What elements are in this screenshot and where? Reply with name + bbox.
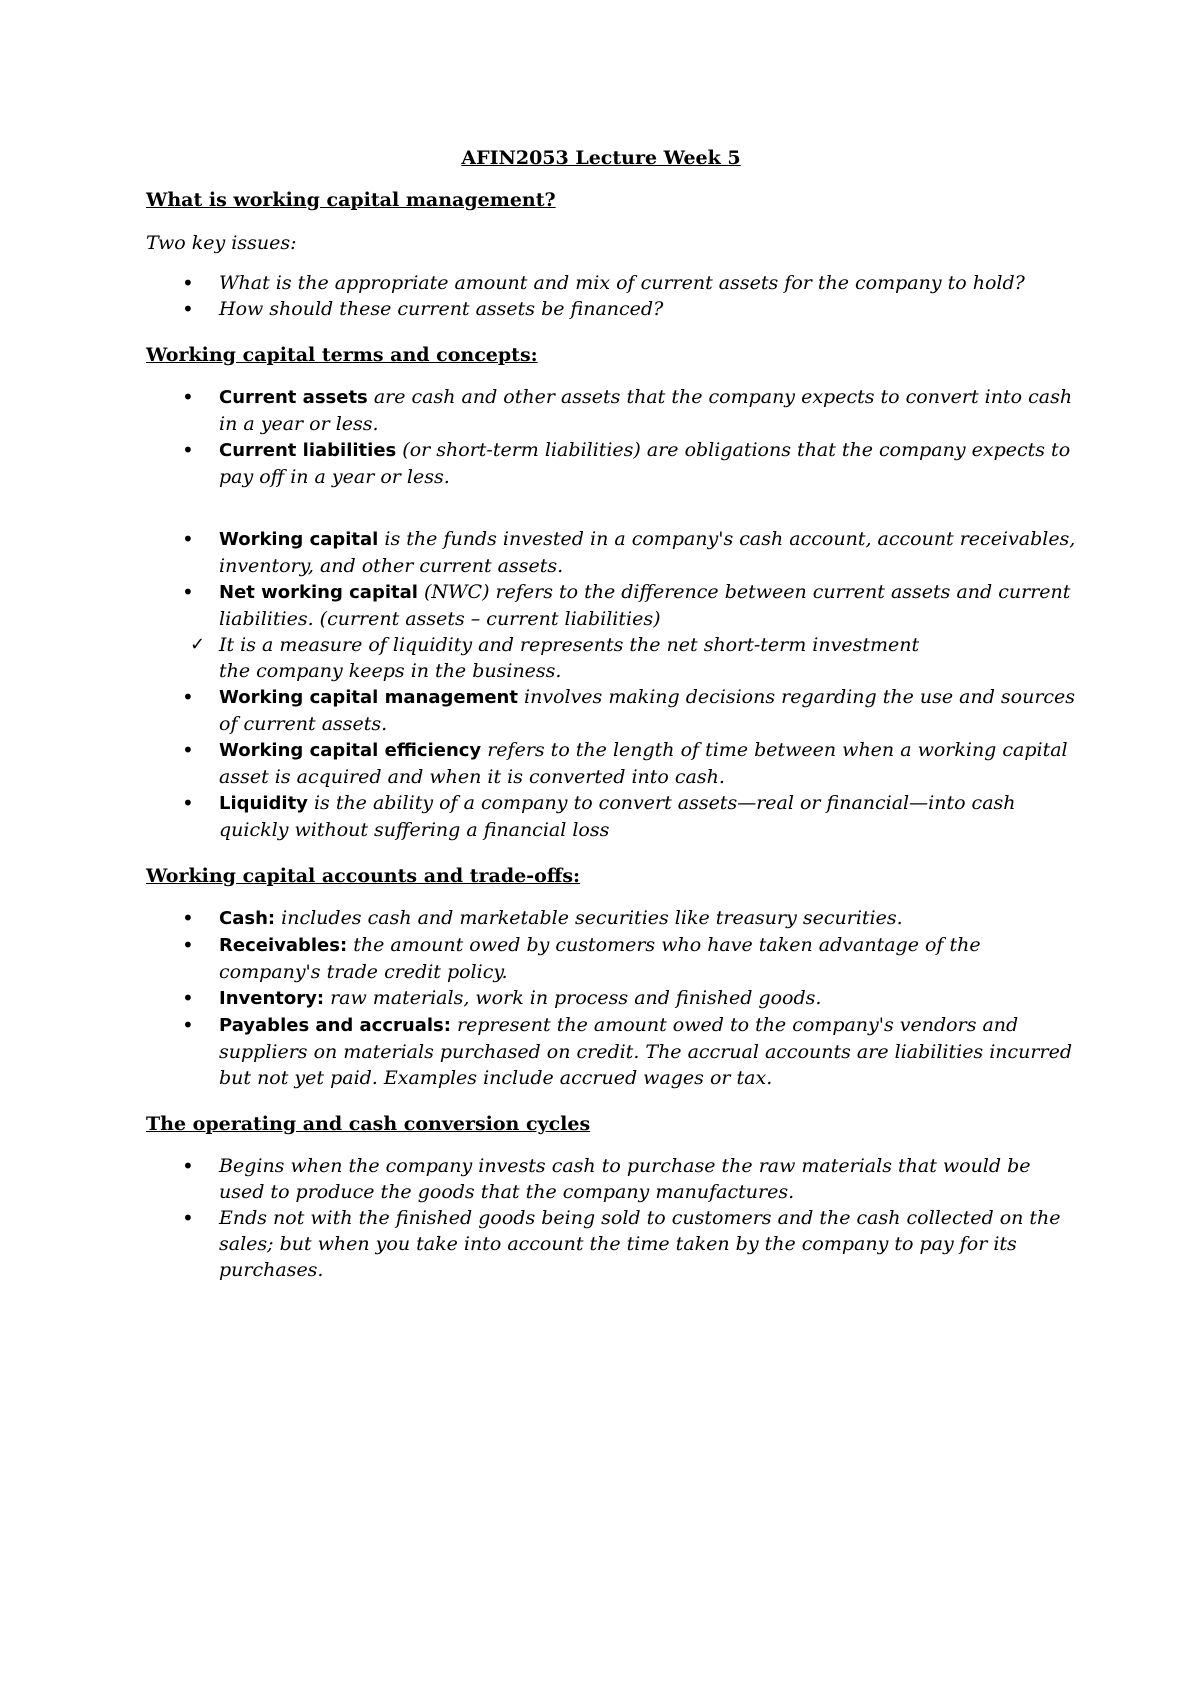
term-label: Current liabilities xyxy=(219,440,397,461)
list-item xyxy=(146,384,1079,437)
term-definition: refers to the length of time between when a working capital asset is acquired and when it is converted into cash. xyxy=(219,739,1068,788)
list-item xyxy=(146,932,1079,985)
bullet-text: Ends not with the finished goods being sold to customers and the cash collected on the sales; but when you take into account the time taken by the company to pay for its purchases. xyxy=(219,1207,1061,1281)
term-label: Payables and accruals: xyxy=(219,1015,451,1036)
list-item xyxy=(146,684,1079,737)
bullet-text: How should these current assets be financed? xyxy=(219,298,664,320)
list-item xyxy=(146,296,1079,322)
term-label: Liquidity xyxy=(219,793,308,814)
terms-list-continued xyxy=(146,526,1080,843)
cycles-list xyxy=(146,1153,1080,1283)
list-item xyxy=(146,1153,1079,1205)
section-heading-operating-cycles: The operating and cash conversion cycles xyxy=(146,1113,591,1135)
section-heading-working-capital-management: What is working capital management? xyxy=(146,189,556,211)
term-definition: raw materials, work in process and finished goods. xyxy=(324,987,822,1009)
bullet-text: Begins when the company invests cash to purchase the raw materials that would be used to produce the goods that the company manufactures. xyxy=(219,1155,1031,1203)
list-item xyxy=(146,790,1079,843)
term-definition: the amount owed by customers who have taken advantage of the company's trade credit policy. xyxy=(219,934,981,983)
term-definition: represent the amount owed to the company's vendors and suppliers on materials purchased on credit. The accrual accounts are liabilities incurred but not yet paid. Examples include accrued wages or tax. xyxy=(219,1014,1072,1089)
checkmark-icon: ✓ xyxy=(190,634,206,655)
section-heading-accounts-and-trade-offs: Working capital accounts and trade-offs: xyxy=(146,865,581,887)
term-label: Working capital xyxy=(219,529,379,550)
term-definition: (NWC) refers to the difference between current assets and current liabilities. (current assets – current liabilities) xyxy=(219,581,1071,630)
list-item xyxy=(146,526,1079,579)
list-item xyxy=(146,905,1079,932)
term-label: Cash: xyxy=(219,908,276,929)
term-definition: (or short-term liabilities) are obligations that the company expects to pay off in a year or less. xyxy=(219,439,1071,488)
term-definition: involves making decisions regarding the use and sources of current assets. xyxy=(219,686,1076,735)
term-label: Inventory: xyxy=(219,988,325,1009)
document-title: AFIN2053 Lecture Week 5 xyxy=(461,147,741,169)
term-definition: are cash and other assets that the company expects to convert into cash in a year or less. xyxy=(219,386,1073,435)
intro-text: Two key issues: xyxy=(146,232,297,254)
list-item xyxy=(146,579,1079,684)
list-item xyxy=(146,1012,1079,1091)
term-label: Current assets xyxy=(219,387,368,408)
list-item xyxy=(146,437,1079,490)
section-heading-terms-and-concepts: Working capital terms and concepts: xyxy=(146,344,538,366)
sub-list-text: It is a measure of liquidity and represents the net short-term investment the company keeps in the business. xyxy=(219,634,920,682)
list-item xyxy=(146,737,1079,790)
terms-list xyxy=(146,384,1080,490)
list-item xyxy=(146,1205,1079,1283)
term-definition: is the funds invested in a company's cash account, account receivables, inventory, and other current assets. xyxy=(219,528,1076,577)
list-item xyxy=(146,985,1079,1012)
key-issues-list xyxy=(146,270,1080,322)
term-definition: is the ability of a company to convert assets—real or financial—into cash quickly without suffering a financial loss xyxy=(219,792,1016,841)
term-label: Working capital management xyxy=(219,687,518,708)
list-item xyxy=(146,270,1079,296)
term-label: Receivables: xyxy=(219,935,348,956)
sub-list xyxy=(146,632,1079,684)
term-label: Net working capital xyxy=(219,582,418,603)
accounts-list xyxy=(146,905,1080,1091)
term-label: Working capital efficiency xyxy=(219,740,482,761)
bullet-text: What is the appropriate amount and mix of current assets for the company to hold? xyxy=(219,272,1025,294)
sub-list-item xyxy=(146,632,939,684)
term-definition: includes cash and marketable securities like treasury securities. xyxy=(275,907,903,929)
